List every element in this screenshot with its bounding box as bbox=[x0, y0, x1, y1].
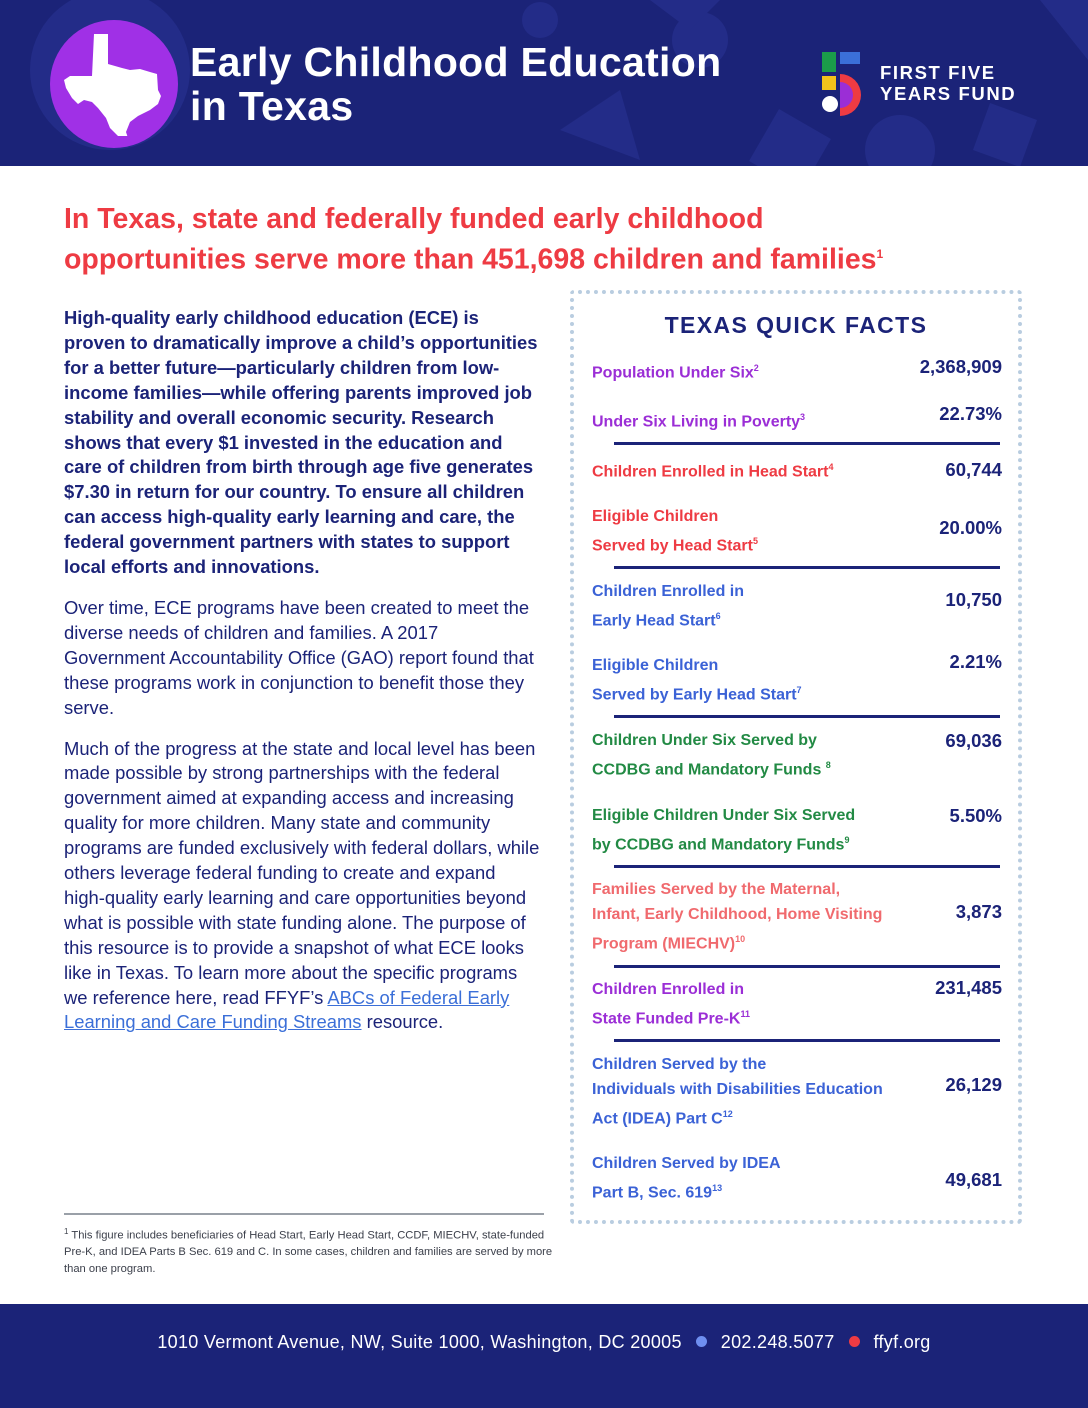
footer-contact bbox=[0, 1332, 1088, 1353]
fact-value: 3,873 bbox=[955, 901, 1002, 922]
fact-footnote: 10 bbox=[735, 934, 746, 944]
fact-label bbox=[592, 877, 882, 956]
page-title bbox=[190, 40, 721, 128]
fact-value: 49,681 bbox=[945, 1169, 1002, 1190]
fact-value: 60,744 bbox=[945, 459, 1002, 480]
fact-footnote: 4 bbox=[828, 462, 834, 472]
abcs-funding-streams-link[interactable]: ABCs of Federal Early Learning and Care Funding Streams bbox=[64, 986, 510, 1033]
paragraph-progress bbox=[64, 737, 540, 1036]
quick-facts-box bbox=[570, 290, 1022, 1224]
footer-address: 1010 Vermont Avenue, NW, Suite 1000, Washington, DC 20005 bbox=[157, 1332, 682, 1352]
facts-divider bbox=[614, 1039, 1000, 1042]
headline bbox=[64, 202, 1024, 278]
title-line-2: in Texas bbox=[190, 83, 354, 129]
fact-footnote: 9 bbox=[844, 835, 850, 845]
paragraph-progress-end: resource. bbox=[361, 1011, 444, 1033]
fact-label-text: Families Served by the Maternal, Infant, Early Childhood, Home Visiting Program (MIECHV) bbox=[592, 881, 883, 953]
fact-label-text: Children Served by the Individuals with Disabilities Education Act (IDEA) Part C bbox=[592, 1056, 883, 1128]
fact-label bbox=[592, 1151, 781, 1205]
fact-label-text: Eligible Children Served by Head Start bbox=[592, 508, 753, 555]
facts-divider bbox=[614, 566, 1000, 569]
fact-value: 26,129 bbox=[945, 1074, 1002, 1095]
headline-footnote-mark: 1 bbox=[876, 247, 884, 261]
fact-footnote: 11 bbox=[740, 1009, 750, 1019]
logo-mark-icon bbox=[820, 52, 866, 116]
title-line-1: Early Childhood Education bbox=[190, 39, 722, 85]
fact-value: 5.50% bbox=[949, 805, 1002, 826]
fact-footnote: 6 bbox=[715, 611, 721, 621]
fact-label-text: Eligible Children Served by Early Head Start bbox=[592, 657, 797, 704]
logo-line-2: YEARS FUND bbox=[880, 83, 1017, 104]
fact-label bbox=[592, 803, 855, 857]
fact-value: 20.00% bbox=[939, 517, 1002, 538]
fact-label bbox=[592, 728, 831, 782]
fact-label bbox=[592, 455, 834, 484]
footnote-mark: 1 bbox=[64, 1227, 69, 1236]
fact-label-text: Children Served by IDEA Part B, Sec. 619 bbox=[592, 1155, 781, 1202]
headline-line-1: In Texas, state and federally funded early childhood bbox=[64, 203, 764, 235]
fact-value: 22.73% bbox=[939, 403, 1002, 424]
fact-label bbox=[592, 977, 750, 1031]
fact-value: 2,368,909 bbox=[919, 356, 1002, 377]
fact-label-text: Children Enrolled in Early Head Start bbox=[592, 583, 745, 630]
fact-label bbox=[592, 1052, 883, 1131]
ffyf-logo bbox=[820, 52, 1030, 116]
fact-footnote: 3 bbox=[800, 412, 806, 422]
headline-line-2 bbox=[64, 237, 1024, 278]
footer-phone: 202.248.5077 bbox=[720, 1332, 835, 1352]
facts-divider bbox=[614, 442, 1000, 445]
fact-value: 10,750 bbox=[945, 589, 1002, 610]
fact-label-text: Children Enrolled in State Funded Pre-K bbox=[592, 981, 745, 1028]
page-header bbox=[0, 0, 1088, 166]
page-footer bbox=[0, 1304, 1088, 1408]
fact-label bbox=[592, 356, 759, 385]
fact-label-text: Eligible Children Under Six Served by CCDBG and Mandatory Funds bbox=[592, 807, 856, 854]
fact-label bbox=[592, 504, 758, 558]
fact-label bbox=[592, 653, 802, 707]
fact-value: 2.21% bbox=[949, 651, 1002, 672]
fact-label-text: Under Six Living in Poverty bbox=[592, 413, 801, 431]
logo-line-1: FIRST FIVE bbox=[880, 62, 996, 83]
fact-footnote: 5 bbox=[752, 536, 758, 546]
fact-label bbox=[592, 405, 805, 434]
headline-line-2-text: opportunities serve more than 451,698 children and families bbox=[64, 243, 877, 276]
footer-website[interactable]: ffyf.org bbox=[873, 1332, 931, 1352]
texas-badge bbox=[50, 20, 178, 148]
logo-text bbox=[880, 62, 1016, 104]
paragraph-gao: Over time, ECE programs have been created to meet the diverse needs of children and families. A 2017 Government Accountability Office (GAO) report found that these programs work in conjunction to benefit those they serve. bbox=[64, 596, 534, 718]
fact-footnote: 12 bbox=[722, 1109, 733, 1119]
fact-footnote: 7 bbox=[796, 685, 802, 695]
paragraph-progress-text: Much of the progress at the state and local level has been made possible by strong partnerships with the federal government aimed at expanding access and increasing quality for more children. Many state and community programs are funded exclusively with federal dollars, while others leverage federal funding to create and expand high-quality early learning and care opportunities beyond what is possible with state funding alone. The purpose of this resource is to provide a snapshot of what ECE looks like in Texas. To learn more about the specific programs we reference here, read FFYF’s bbox=[64, 737, 540, 1008]
fact-label-text: Children Enrolled in Head Start bbox=[592, 463, 829, 481]
facts-divider bbox=[614, 865, 1000, 868]
separator-dot-icon bbox=[849, 1336, 860, 1347]
fact-value: 69,036 bbox=[945, 730, 1002, 751]
fact-value: 231,485 bbox=[935, 977, 1002, 998]
fact-footnote: 8 bbox=[825, 760, 831, 770]
footnote-divider bbox=[64, 1213, 544, 1215]
fact-footnote: 2 bbox=[753, 363, 759, 373]
fact-label bbox=[592, 579, 744, 633]
fact-label-text: Children Under Six Served by CCDBG and Mandatory Funds bbox=[592, 732, 822, 779]
body-column bbox=[64, 306, 540, 1035]
fact-label-text: Population Under Six bbox=[592, 364, 754, 382]
quick-facts-title: TEXAS QUICK FACTS bbox=[664, 312, 928, 338]
footnote bbox=[64, 1224, 554, 1277]
facts-divider bbox=[614, 965, 1000, 968]
texas-map-icon bbox=[64, 32, 164, 136]
lead-paragraph: High-quality early childhood education (ECE) is proven to dramatically improve a child’s opportunities for a better future—particularly children from low-income families—while offering parents improved job stability and overall economic security. Research shows that every $1 invested in the education and care of children from birth through age five generates $7.30 in return for our country. To ensure all children can access high-quality early learning and care, the federal government partners with states to support local efforts and innovations. bbox=[64, 307, 538, 578]
separator-dot-icon bbox=[696, 1336, 707, 1347]
facts-divider bbox=[614, 715, 1000, 718]
fact-footnote: 13 bbox=[712, 1183, 723, 1193]
footnote-text: This figure includes beneficiaries of Head Start, Early Head Start, CCDF, MIECHV, state-funded Pre-K, and IDEA Parts B Sec. 619 and C. In some cases, children and families are served by more than one program. bbox=[64, 1229, 553, 1275]
